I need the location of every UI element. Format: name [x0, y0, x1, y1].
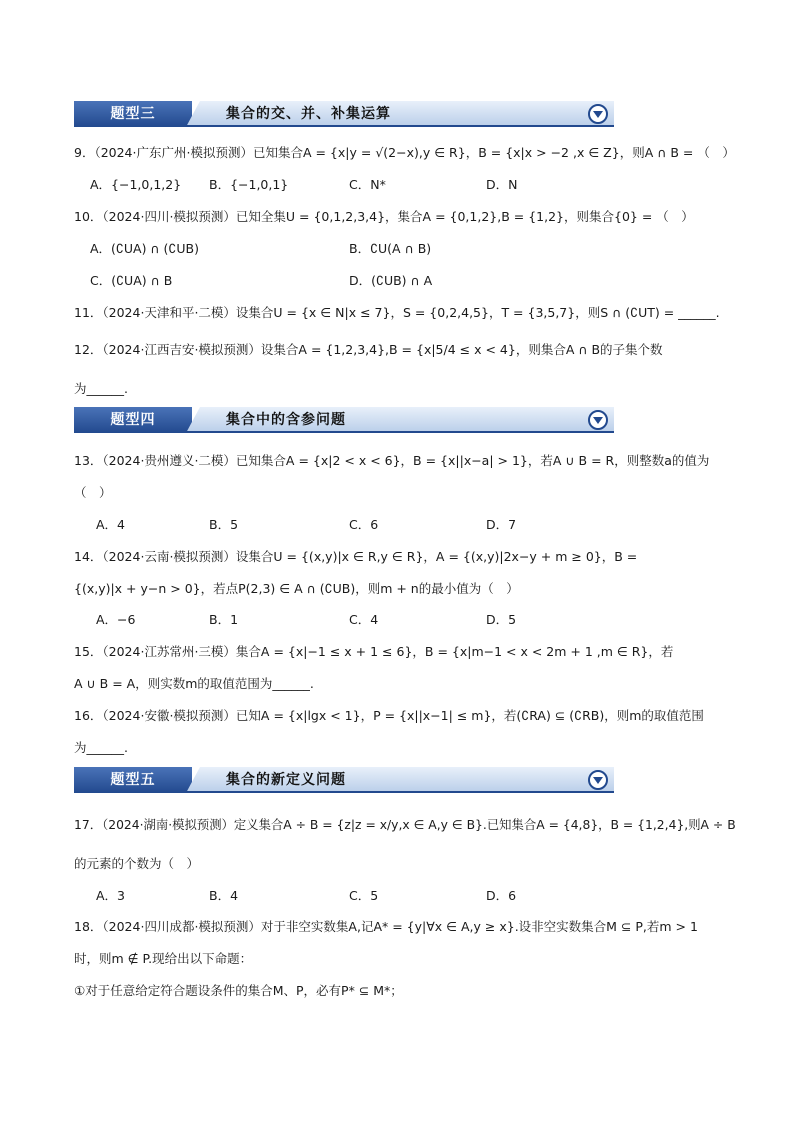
- chevron-down-icon: [588, 410, 608, 430]
- section-header-5: [74, 767, 614, 793]
- question-16-cont: 为______.: [74, 740, 128, 755]
- question-12-cont: 为______.: [74, 381, 128, 396]
- q14-option-d: D．5: [486, 612, 517, 627]
- q14-option-c: C．4: [349, 612, 379, 627]
- question-16: 16．（2024·安徽·模拟预测）已知A = {x|lgx < 1}，P = {x||x−1| ≤ m}，若(∁RA) ⊆ (∁RB)，则m的取值范围: [74, 708, 704, 723]
- question-11: 11．（2024·天津和平·二模）设集合U = {x ∈ N|x ≤ 7}，S = {0,2,4,5}，T = {3,5,7}，则S ∩ (∁UT) = ______.: [74, 305, 720, 320]
- question-18-cont: 时，则m ∉ P.现给出以下命题：: [74, 951, 253, 966]
- section-header-4: [74, 407, 614, 433]
- question-13: 13．（2024·贵州遵义·二模）已知集合A = {x|2 < x < 6}，B = {x||x−a| > 1}，若A ∪ B = R，则整数a的值为: [74, 453, 710, 468]
- question-17-cont: 的元素的个数为（ ）: [74, 856, 200, 871]
- q9-option-a: A．{−1,0,1,2}: [90, 177, 182, 192]
- section-title: 集合的新定义问题: [226, 772, 346, 788]
- section-title: 集合中的含参问题: [226, 412, 346, 428]
- q14-option-b: B．1: [209, 612, 239, 627]
- question-12: 12．（2024·江西吉安·模拟预测）设集合A = {1,2,3,4},B = {x|5/4 ≤ x < 4}，则集合A ∩ B的子集个数: [74, 342, 663, 357]
- question-14: 14．（2024·云南·模拟预测）设集合U = {(x,y)|x ∈ R,y ∈ R}，A = {(x,y)|2x−y + m ≥ 0}，B =: [74, 549, 638, 564]
- q10-option-c: C．(∁UA) ∩ B: [90, 273, 173, 288]
- section-title: 集合的交、并、补集运算: [226, 106, 391, 122]
- question-18-item-1: ①对于任意给定符合题设条件的集合M、P，必有P* ⊆ M*；: [74, 983, 403, 998]
- question-18: 18．（2024·四川成都·模拟预测）对于非空实数集A,记A* = {y|∀x ∈ A,y ≥ x}.设非空实数集合M ⊆ P,若m > 1: [74, 919, 698, 934]
- q9-option-b: B．{−1,0,1}: [209, 177, 289, 192]
- section-label: 题型五: [74, 767, 192, 793]
- question-14-cont: {(x,y)|x + y−n > 0}，若点P(2,3) ∈ A ∩ (∁UB)，则m + n的最小值为（ ）: [74, 581, 519, 596]
- q13-option-c: C．6: [349, 517, 379, 532]
- q17-option-b: B．4: [209, 888, 239, 903]
- q14-option-a: A．−6: [96, 612, 136, 627]
- q17-option-a: A．3: [96, 888, 126, 903]
- q10-option-d: D．(∁UB) ∩ A: [349, 273, 433, 288]
- question-17: 17．（2024·湖南·模拟预测）定义集合A ÷ B = {z|z = x/y,x ∈ A,y ∈ B}.已知集合A = {4,8}，B = {1,2,4},则A ÷ B: [74, 818, 736, 832]
- q9-option-c: C．N*: [349, 177, 386, 192]
- q13-option-b: B．5: [209, 517, 239, 532]
- question-15: 15．（2024·江苏常州·三模）集合A = {x|−1 ≤ x + 1 ≤ 6}，B = {x|m−1 < x < 2m + 1 ,m ∈ R}，若: [74, 644, 674, 659]
- chevron-down-icon: [588, 770, 608, 790]
- q13-option-d: D．7: [486, 517, 517, 532]
- question-9: 9．（2024·广东广州·模拟预测）已知集合A = {x|y = √(2−x),y ∈ R}，B = {x|x > −2 ,x ∈ Z}，则A ∩ B = （ ）: [74, 145, 735, 160]
- q9-option-d: D．N: [486, 177, 518, 192]
- question-15-cont: A ∪ B = A，则实数m的取值范围为______.: [74, 676, 314, 691]
- section-label: 题型三: [74, 101, 192, 127]
- question-10: 10．（2024·四川·模拟预测）已知全集U = {0,1,2,3,4}，集合A = {0,1,2},B = {1,2}，则集合{0} = （ ）: [74, 209, 694, 224]
- q17-option-c: C．5: [349, 888, 379, 903]
- question-13-cont: （ ）: [74, 485, 112, 500]
- q17-option-d: D．6: [486, 888, 517, 903]
- q10-option-a: A．(∁UA) ∩ (∁UB): [90, 241, 199, 256]
- q10-option-b: B．∁U(A ∩ B): [349, 241, 432, 256]
- q13-option-a: A．4: [96, 517, 126, 532]
- section-label: 题型四: [74, 407, 192, 433]
- chevron-down-icon: [588, 104, 608, 124]
- section-header-3: [74, 101, 614, 127]
